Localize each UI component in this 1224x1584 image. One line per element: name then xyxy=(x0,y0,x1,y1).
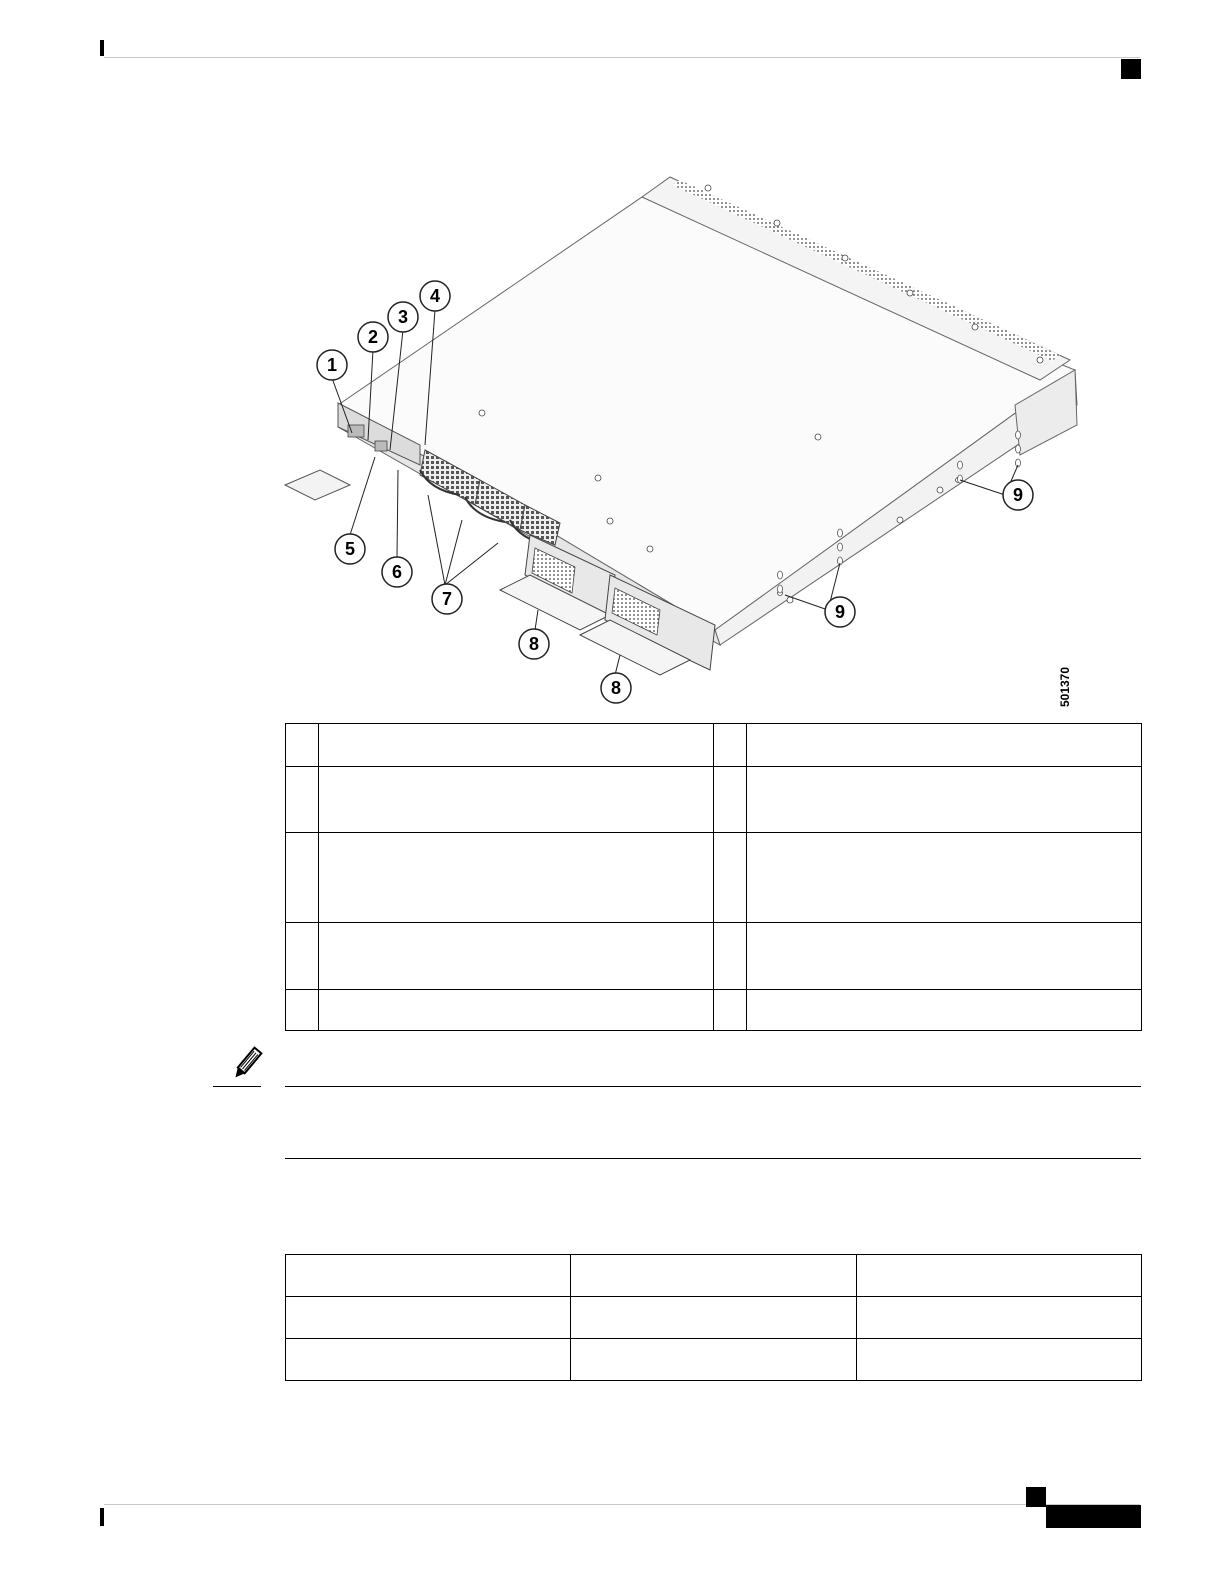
table-row xyxy=(286,767,1142,833)
svg-text:8: 8 xyxy=(610,678,622,698)
callout-8a xyxy=(519,629,549,659)
callout-7 xyxy=(432,584,462,614)
header-bar-mark xyxy=(100,40,104,56)
svg-text:9: 9 xyxy=(1012,485,1024,505)
table-row xyxy=(286,833,1142,923)
pull-tab xyxy=(285,470,350,500)
callout-5 xyxy=(335,534,365,564)
callout-8b xyxy=(601,673,631,703)
svg-text:5: 5 xyxy=(344,539,356,559)
header-rule xyxy=(104,57,1140,58)
footer-bar-mark xyxy=(100,1508,104,1526)
chassis-rear-view-figure xyxy=(280,165,1100,710)
svg-text:2: 2 xyxy=(367,327,379,347)
pencil-note-icon xyxy=(228,1046,264,1082)
spec-table xyxy=(285,1254,1142,1381)
callout-6 xyxy=(382,557,412,587)
callout-4 xyxy=(420,281,450,311)
footer-page-marker xyxy=(1026,1487,1046,1507)
svg-text:1: 1 xyxy=(326,355,338,375)
table-row xyxy=(286,1255,1142,1297)
table-row xyxy=(286,990,1142,1031)
chassis-top-panel xyxy=(338,197,1075,630)
table-row xyxy=(286,724,1142,767)
callout-1 xyxy=(317,350,347,380)
table-row xyxy=(286,923,1142,990)
callout-9a xyxy=(1003,480,1033,510)
note-rule-left xyxy=(213,1086,261,1087)
svg-text:9: 9 xyxy=(834,602,846,622)
note-rule-bottom xyxy=(285,1158,1141,1159)
callout-2 xyxy=(358,322,388,352)
callout-9b xyxy=(825,597,855,627)
svg-text:8: 8 xyxy=(528,634,540,654)
svg-text:4: 4 xyxy=(429,286,441,306)
table-row xyxy=(286,1297,1142,1339)
chassis-illustration xyxy=(280,165,1100,710)
header-chapter-marker xyxy=(1121,59,1141,79)
footer-rule xyxy=(104,1504,1140,1505)
note-text xyxy=(285,1095,1141,1150)
svg-text:6: 6 xyxy=(391,562,403,582)
svg-text:3: 3 xyxy=(397,307,409,327)
note-rule-top xyxy=(285,1086,1141,1087)
svg-text:7: 7 xyxy=(441,589,453,609)
table-row xyxy=(286,1339,1142,1381)
callout-legend-table xyxy=(285,723,1142,1031)
callout-3 xyxy=(388,302,418,332)
footer-page-tab xyxy=(1046,1505,1141,1528)
figure-id: 501370 xyxy=(1058,666,1073,708)
